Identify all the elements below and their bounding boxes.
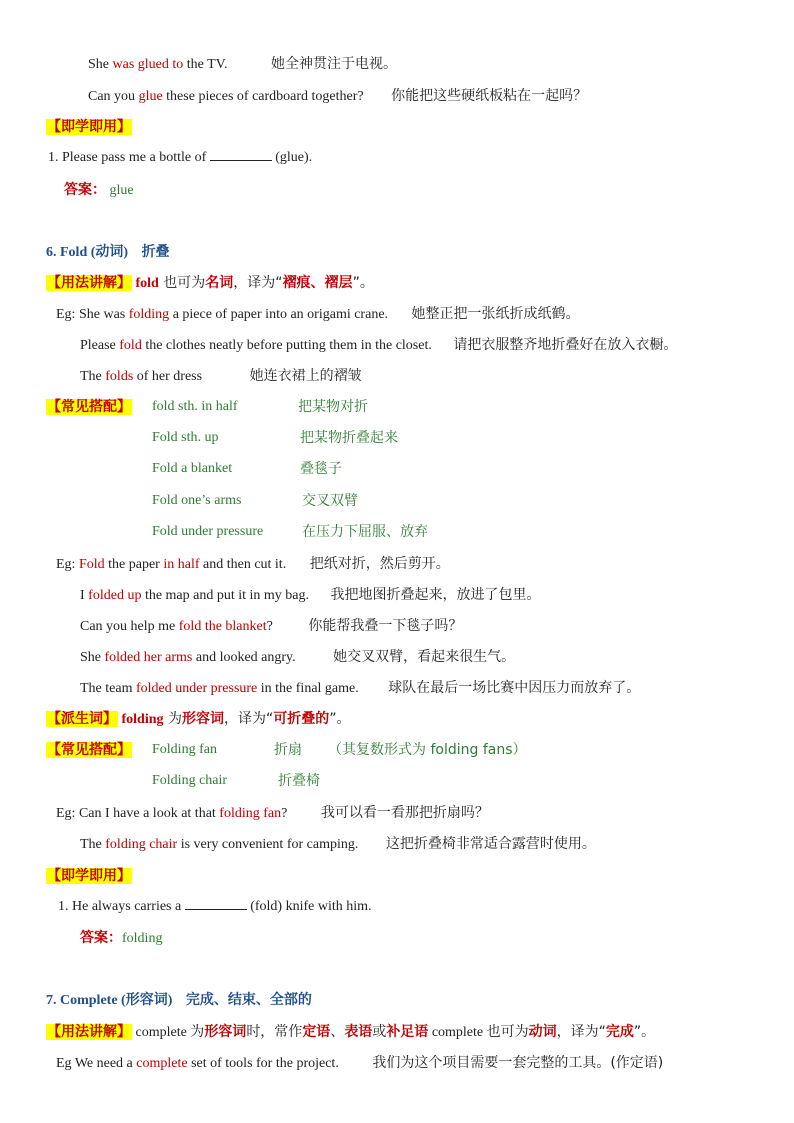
question-text: (glue). [271,150,313,165]
collocation-en: Fold under pressure [152,524,264,539]
usage-tag: 【用法讲解】 [47,1024,131,1040]
highlight: glue [138,89,163,104]
text: 、 [330,1024,345,1040]
derivative-tag: 【派生词】 [47,711,117,727]
text: The [80,837,106,852]
highlight: folded up [88,588,142,603]
translation: 你能把这些硬纸板粘在一起吗？ [391,88,588,104]
grammar-role: 表语 [344,1024,373,1040]
answer-value: glue [109,183,134,198]
collocation-en: Fold a blanket [152,461,233,476]
example-folded-arms [80,647,515,668]
answer-label: 答案： [80,930,122,946]
answer-value: folding [122,931,163,946]
translation: 把纸对折，然后剪开。 [309,556,450,572]
grammar-role: 定语 [302,1024,331,1040]
section-title-en: 6. Fold (动词) [46,245,129,260]
collocation-cn: 把某物折叠起来 [300,430,398,446]
highlight: folding [128,307,170,322]
collocation-cn: 叠毯子 [300,461,342,477]
example-folding-fan [56,803,489,824]
collocation-cn: 折叠椅 [278,773,320,789]
part-of-speech: 形容词 [181,711,224,727]
section-title-cn: 完成、结束、全部的 [185,992,312,1008]
text: complete 也可为 [428,1025,529,1040]
eg-label: Eg: [56,557,79,572]
keyword: fold [135,276,159,291]
translation: 她连衣裙上的褶皱 [249,368,362,384]
highlight: complete [136,1056,188,1071]
collocation-tag-line [46,397,132,418]
collocation-en: fold sth. in half [152,399,238,414]
section-title-cn: 折叠 [141,244,170,260]
collocation-tag: 【常见搭配】 [47,742,131,758]
part-of-speech: 形容词 [204,1024,247,1040]
tag-label: 【即学即用】 [47,119,131,135]
eg-label: Eg: [56,806,79,821]
text: ”。 [352,275,374,291]
answer-blank [185,897,247,910]
example-folded-pressure [80,678,640,699]
text: and then cut it. [199,557,287,572]
text: The [80,369,106,384]
text: ，译为“ [556,1024,606,1040]
text: She [80,650,105,665]
usage-tag: 【用法讲解】 [47,275,131,291]
text: the paper [104,557,164,572]
collocation-cn: 把某物对折 [298,399,368,415]
text: 为 [163,711,182,727]
practice-tag [46,117,132,138]
text: the clothes neatly before putting them in the closet. [141,338,432,353]
section-7-title [46,990,312,1011]
example-folding-chair [80,834,596,855]
practice-question [58,897,372,917]
collocation-cn: 折扇 [274,742,302,758]
collocation-cn: 交叉双臂 [302,493,358,509]
translation: 请把衣服整齐地折叠好在放入衣橱。 [453,337,678,353]
text: I [80,588,89,603]
tag-label: 【即学即用】 [47,868,131,884]
answer-label: 答案： [64,182,106,198]
text: complete 为 [135,1025,205,1040]
section-title-en: 7. Complete (形容词) [46,993,173,1008]
example-folded-up [80,585,541,606]
practice-tag [46,866,132,887]
text: these pieces of cardboard together? [162,89,364,104]
meaning: 完成 [605,1024,634,1040]
question-text: (fold) knife with him. [246,899,372,914]
eg-label: Eg: [56,307,79,322]
translation: 她整正把一张纸折成纸鹤。 [411,306,580,322]
text: ，译为“ [233,275,283,291]
text: 时，常作 [246,1024,303,1040]
collocation-en: Fold one’s arms [152,493,242,508]
text: She [88,57,113,72]
text: ，译为“ [223,711,274,727]
answer-blank [210,148,272,161]
text: Can you help me [80,619,179,634]
question-text: 1. Please pass me a bottle of [48,150,210,165]
meaning: 可折叠的 [273,711,330,727]
usage-line [46,273,374,294]
text: in the final game. [257,681,359,696]
translation: 她交叉双臂，看起来很生气。 [333,649,516,665]
collocation2-tag-line [46,740,132,761]
usage-line [46,1022,655,1043]
example-fold-blanket [80,616,462,637]
collocation-en: Fold sth. up [152,430,219,445]
highlight: folding fan [219,806,282,821]
translation: 她全神贯注于电视。 [270,56,397,72]
text: Can I have a look at that [78,806,220,821]
text: 也可为 [158,275,206,291]
highlight: was glued to [112,57,184,72]
example-glue-cardboard [88,86,587,107]
highlight: folds [105,369,134,384]
text: Please [80,338,120,353]
collocation-tag: 【常见搭配】 [47,399,131,415]
grammar-role: 补足语 [386,1024,429,1040]
text: a piece of paper into an origami crane. [169,307,389,322]
practice-question [48,148,312,168]
meaning: 褶痕、褶层 [282,275,353,291]
text: The team [80,681,136,696]
highlight: folded her arms [104,650,193,665]
answer-line [80,928,162,949]
example-fold-clothes [80,335,677,356]
collocation-en: Folding fan [152,742,217,757]
text: ”。 [329,711,351,727]
example-complete-tools [56,1053,663,1074]
highlight: fold the blanket [178,619,267,634]
answer-line [64,180,134,201]
highlight: in half [163,557,200,572]
collocation-cn: 在压力下屈服、放弃 [302,524,428,540]
text: the TV. [183,57,228,72]
translation: 我可以看一看那把折扇吗？ [320,805,489,821]
translation: 这把折叠椅非常适合露营时使用。 [385,836,596,852]
collocation-en: Folding chair [152,773,228,788]
text: ? [266,619,273,634]
example-fold-in-half [56,554,450,575]
translation: 你能帮我叠一下毯子吗？ [308,618,463,634]
highlight: folded under pressure [135,681,258,696]
text: We need a [74,1056,137,1071]
highlight: folding chair [105,837,178,852]
text: ? [281,806,288,821]
section-6-title [46,242,170,263]
text: 或 [372,1024,387,1040]
derivative-line [46,709,351,730]
text: is very convenient for camping. [177,837,359,852]
text: of her dress [133,369,203,384]
text: set of tools for the project. [187,1056,339,1071]
example-glued-tv [88,54,397,75]
text: and looked angry. [192,650,296,665]
text: Can you [88,89,139,104]
highlight: fold [119,338,142,353]
translation: 球队在最后一场比赛中因压力而放弃了。 [388,680,641,696]
text: ”。 [633,1024,656,1040]
keyword: folding [121,712,164,727]
translation: 我们为这个项目需要一套完整的工具。(作定语) [372,1055,664,1071]
text: She was [78,307,129,322]
example-folds-dress [80,366,362,387]
question-text: 1. He always carries a [58,899,185,914]
eg-label: Eg [56,1056,75,1071]
example-folding-crane [56,304,580,325]
text: the map and put it in my bag. [141,588,310,603]
translation: 我把地图折叠起来，放进了包里。 [330,587,541,603]
collocation-note: （其复数形式为 folding fans） [328,742,527,758]
highlight: Fold [78,557,105,572]
part-of-speech: 名词 [205,275,234,291]
part-of-speech: 动词 [528,1024,557,1040]
